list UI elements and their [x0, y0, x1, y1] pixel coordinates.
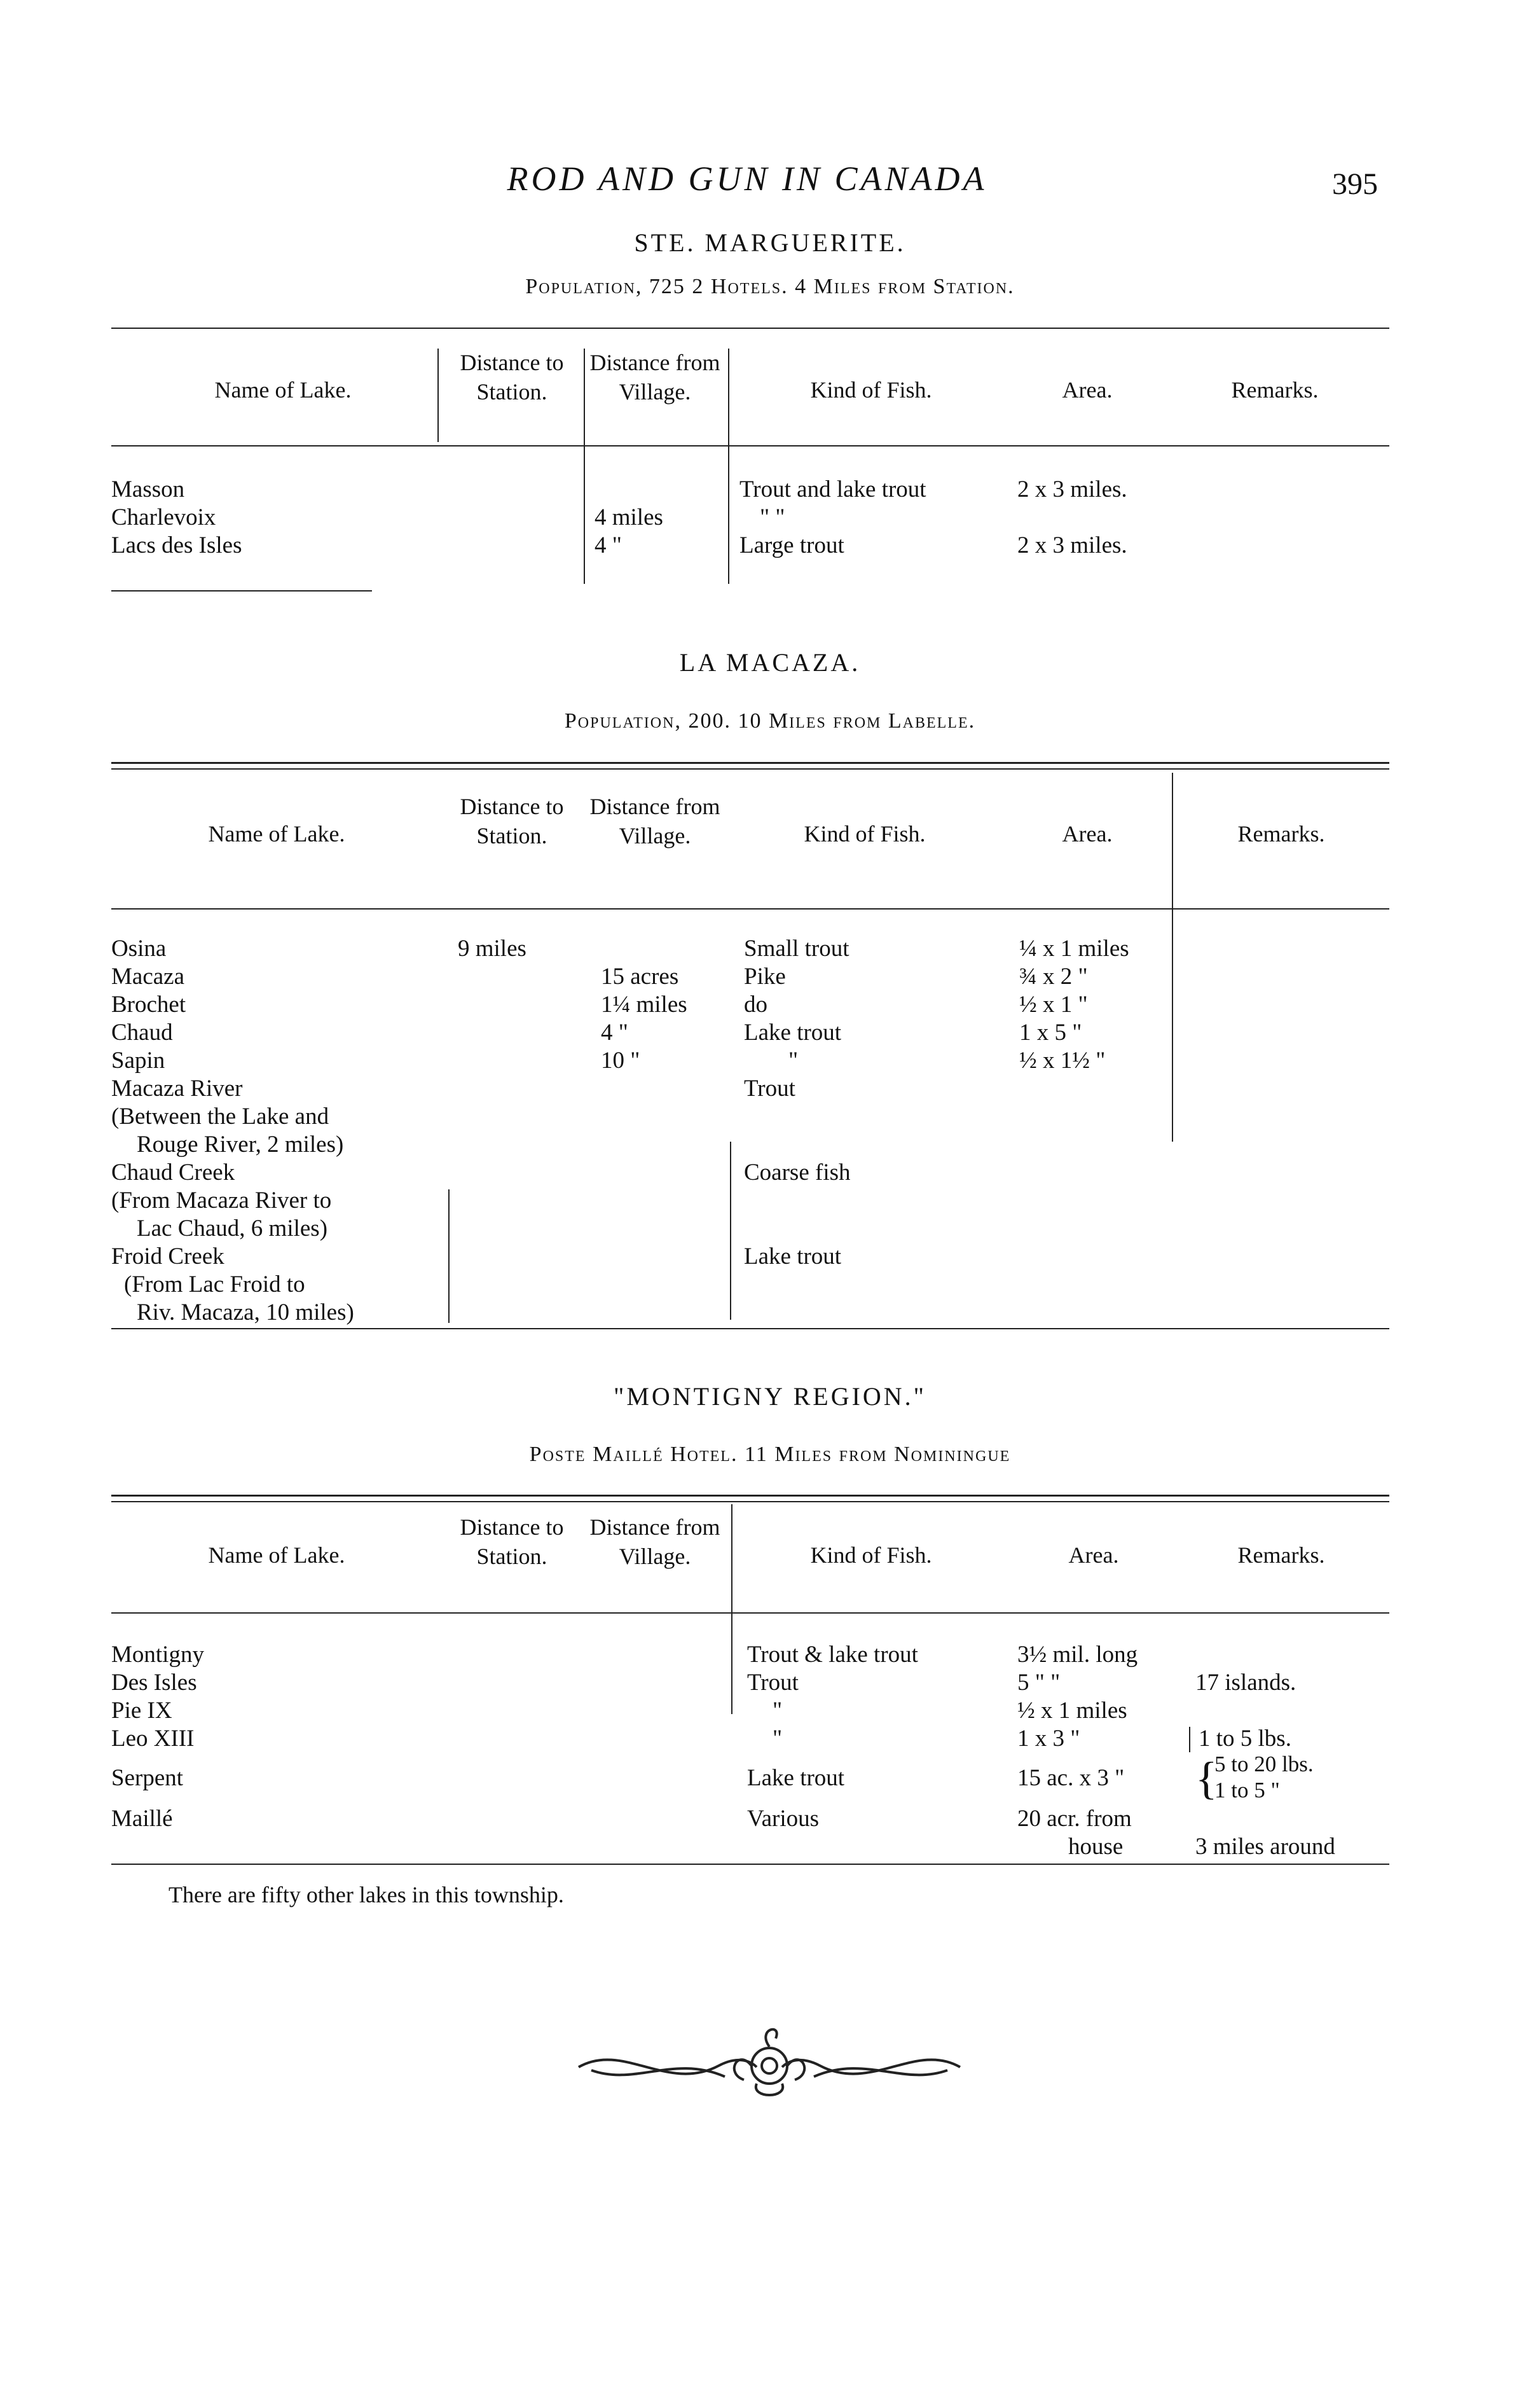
table-row: Lac Chaud, 6 miles) [137, 1215, 328, 1242]
table-row: ½ x 1 miles [1017, 1698, 1127, 1724]
header-bottom-rule [111, 445, 1389, 446]
table-row: 4 miles [595, 504, 663, 530]
column-divider [730, 1142, 731, 1320]
column-divider [1172, 773, 1173, 1142]
header-bottom-rule [111, 1612, 1389, 1614]
table-row: Small trout [744, 936, 849, 962]
column-divider [1189, 1727, 1190, 1752]
table-end-rule [111, 1328, 1389, 1329]
table-top-rule [111, 1495, 1389, 1497]
header-name-of-lake: Name of Lake. [208, 821, 345, 847]
header-name-of-lake: Name of Lake. [208, 1542, 345, 1568]
table-row: Serpent [111, 1765, 184, 1791]
table-row: " [773, 1698, 783, 1724]
table-top-rule [111, 768, 1389, 770]
column-divider [584, 349, 585, 584]
running-head: ROD AND GUN IN CANADA [507, 160, 987, 198]
header-area: Area. [1068, 1542, 1119, 1568]
table-row: Lake trout [744, 1243, 842, 1270]
table-row: Pie IX [111, 1698, 172, 1724]
section-subtitle-ste-marguerite: Population, 725 2 Hotels. 4 Miles from Station. [525, 275, 1015, 298]
table-row: 17 islands. [1195, 1670, 1296, 1696]
table-row: 20 acr. from [1017, 1806, 1132, 1832]
column-divider [448, 1189, 450, 1323]
table-row: Various [747, 1806, 820, 1832]
table-row: Large trout [739, 532, 844, 558]
header-remarks: Remarks. [1237, 1542, 1325, 1568]
header-distance-village: Distance from Village. [589, 794, 720, 848]
header-distance-village: Distance from Village. [589, 350, 720, 405]
table-row: Trout and lake trout [739, 476, 926, 502]
table-row: Osina [111, 936, 167, 962]
header-kind-of-fish: Kind of Fish. [810, 1542, 932, 1568]
table-row: Brochet [111, 992, 186, 1018]
table-row: 4 " [601, 1020, 628, 1046]
table-end-rule [111, 590, 372, 592]
ornament-flourish-icon [566, 2016, 973, 2112]
table-row: 1 x 5 " [1019, 1020, 1082, 1046]
table-row: 4 " [595, 532, 622, 558]
table-end-rule [111, 1864, 1389, 1865]
table-row: 5 " " [1017, 1670, 1061, 1696]
table-row: " [788, 1048, 799, 1074]
header-kind-of-fish: Kind of Fish. [804, 821, 926, 847]
table-row: " [773, 1726, 783, 1752]
table-row: Riv. Macaza, 10 miles) [137, 1299, 354, 1325]
table-row: Leo XIII [111, 1726, 195, 1752]
table-row: Trout & lake trout [747, 1642, 918, 1668]
table-row: 2 x 3 miles. [1017, 476, 1127, 502]
table-row: Montigny [111, 1642, 204, 1668]
table-row: Macaza [111, 964, 185, 990]
header-distance-station: Distance to Station. [460, 1514, 564, 1569]
table-row: do [744, 992, 767, 1018]
header-area: Area. [1062, 377, 1113, 403]
table-row: Charlevoix [111, 504, 216, 530]
table-row: Coarse fish [744, 1159, 851, 1186]
table-row: 1¼ miles [601, 992, 687, 1018]
table-row: Sapin [111, 1048, 165, 1074]
table-row: 5 to 20 lbs. [1214, 1752, 1314, 1776]
header-area: Area. [1062, 821, 1113, 847]
table-row: 10 " [601, 1048, 640, 1074]
table-row: Chaud [111, 1020, 173, 1046]
table-row: 1 to 5 lbs. [1199, 1726, 1291, 1752]
column-divider [728, 349, 729, 584]
table-row: ¾ x 2 " [1019, 964, 1088, 990]
section-title-montigny-region: "MONTIGNY REGION." [613, 1382, 927, 1411]
table-row: Maillé [111, 1806, 173, 1832]
table-row: 2 x 3 miles. [1017, 532, 1127, 558]
table-row: Macaza River [111, 1076, 243, 1102]
table-row: 15 acres [601, 964, 679, 990]
brace-glyph: { [1195, 1753, 1218, 1804]
header-kind-of-fish: Kind of Fish. [810, 377, 932, 403]
table-row: 1 to 5 " [1214, 1778, 1280, 1802]
table-row: 15 ac. x 3 " [1017, 1765, 1125, 1791]
table-row: Trout [747, 1670, 799, 1696]
table-row: 3½ mil. long [1017, 1642, 1138, 1668]
table-row: (From Macaza River to [111, 1187, 332, 1214]
header-distance-station: Distance to Station. [460, 350, 564, 405]
column-divider [437, 349, 439, 442]
header-remarks: Remarks. [1231, 377, 1319, 403]
table-row: Trout [744, 1076, 795, 1102]
section-subtitle-la-macaza: Population, 200. 10 Miles from Labelle. [564, 709, 976, 733]
header-distance-village: Distance from Village. [589, 1514, 720, 1569]
table-row: Lake trout [744, 1020, 842, 1046]
section-title-ste-marguerite: STE. MARGUERITE. [634, 228, 906, 257]
header-remarks: Remarks. [1237, 821, 1325, 847]
table-row: 3 miles around [1195, 1834, 1335, 1860]
footnote: There are fifty other lakes in this township. [168, 1882, 564, 1907]
table-row: " " [760, 504, 785, 530]
table-top-rule [111, 1501, 1389, 1502]
column-divider [731, 1504, 732, 1714]
header-name-of-lake: Name of Lake. [214, 377, 352, 403]
header-distance-station: Distance to Station. [460, 794, 564, 848]
table-row: Masson [111, 476, 185, 502]
table-row: (From Lac Froid to [124, 1271, 305, 1297]
table-row: Lacs des Isles [111, 532, 242, 558]
table-row: (Between the Lake and [111, 1104, 329, 1130]
table-top-rule [111, 762, 1389, 764]
section-title-la-macaza: LA MACAZA. [679, 648, 861, 677]
table-row: 9 miles [458, 936, 526, 962]
table-row: Rouge River, 2 miles) [137, 1131, 344, 1158]
section-subtitle-montigny-region: Poste Maillé Hotel. 11 Miles from Nominingue [529, 1443, 1011, 1466]
table-row: Des Isles [111, 1670, 197, 1696]
table-row: Pike [744, 964, 786, 990]
table-row: house [1068, 1834, 1124, 1860]
table-row: Froid Creek [111, 1243, 224, 1270]
page-number: 395 [1332, 167, 1378, 201]
table-row: ¼ x 1 miles [1019, 936, 1129, 962]
table-top-rule [111, 328, 1389, 329]
table-row: 1 x 3 " [1017, 1726, 1080, 1752]
table-row: ½ x 1 " [1019, 992, 1088, 1018]
table-row: Chaud Creek [111, 1159, 235, 1186]
table-row: ½ x 1½ " [1019, 1048, 1106, 1074]
table-row: Lake trout [747, 1765, 845, 1791]
header-bottom-rule [111, 908, 1389, 910]
